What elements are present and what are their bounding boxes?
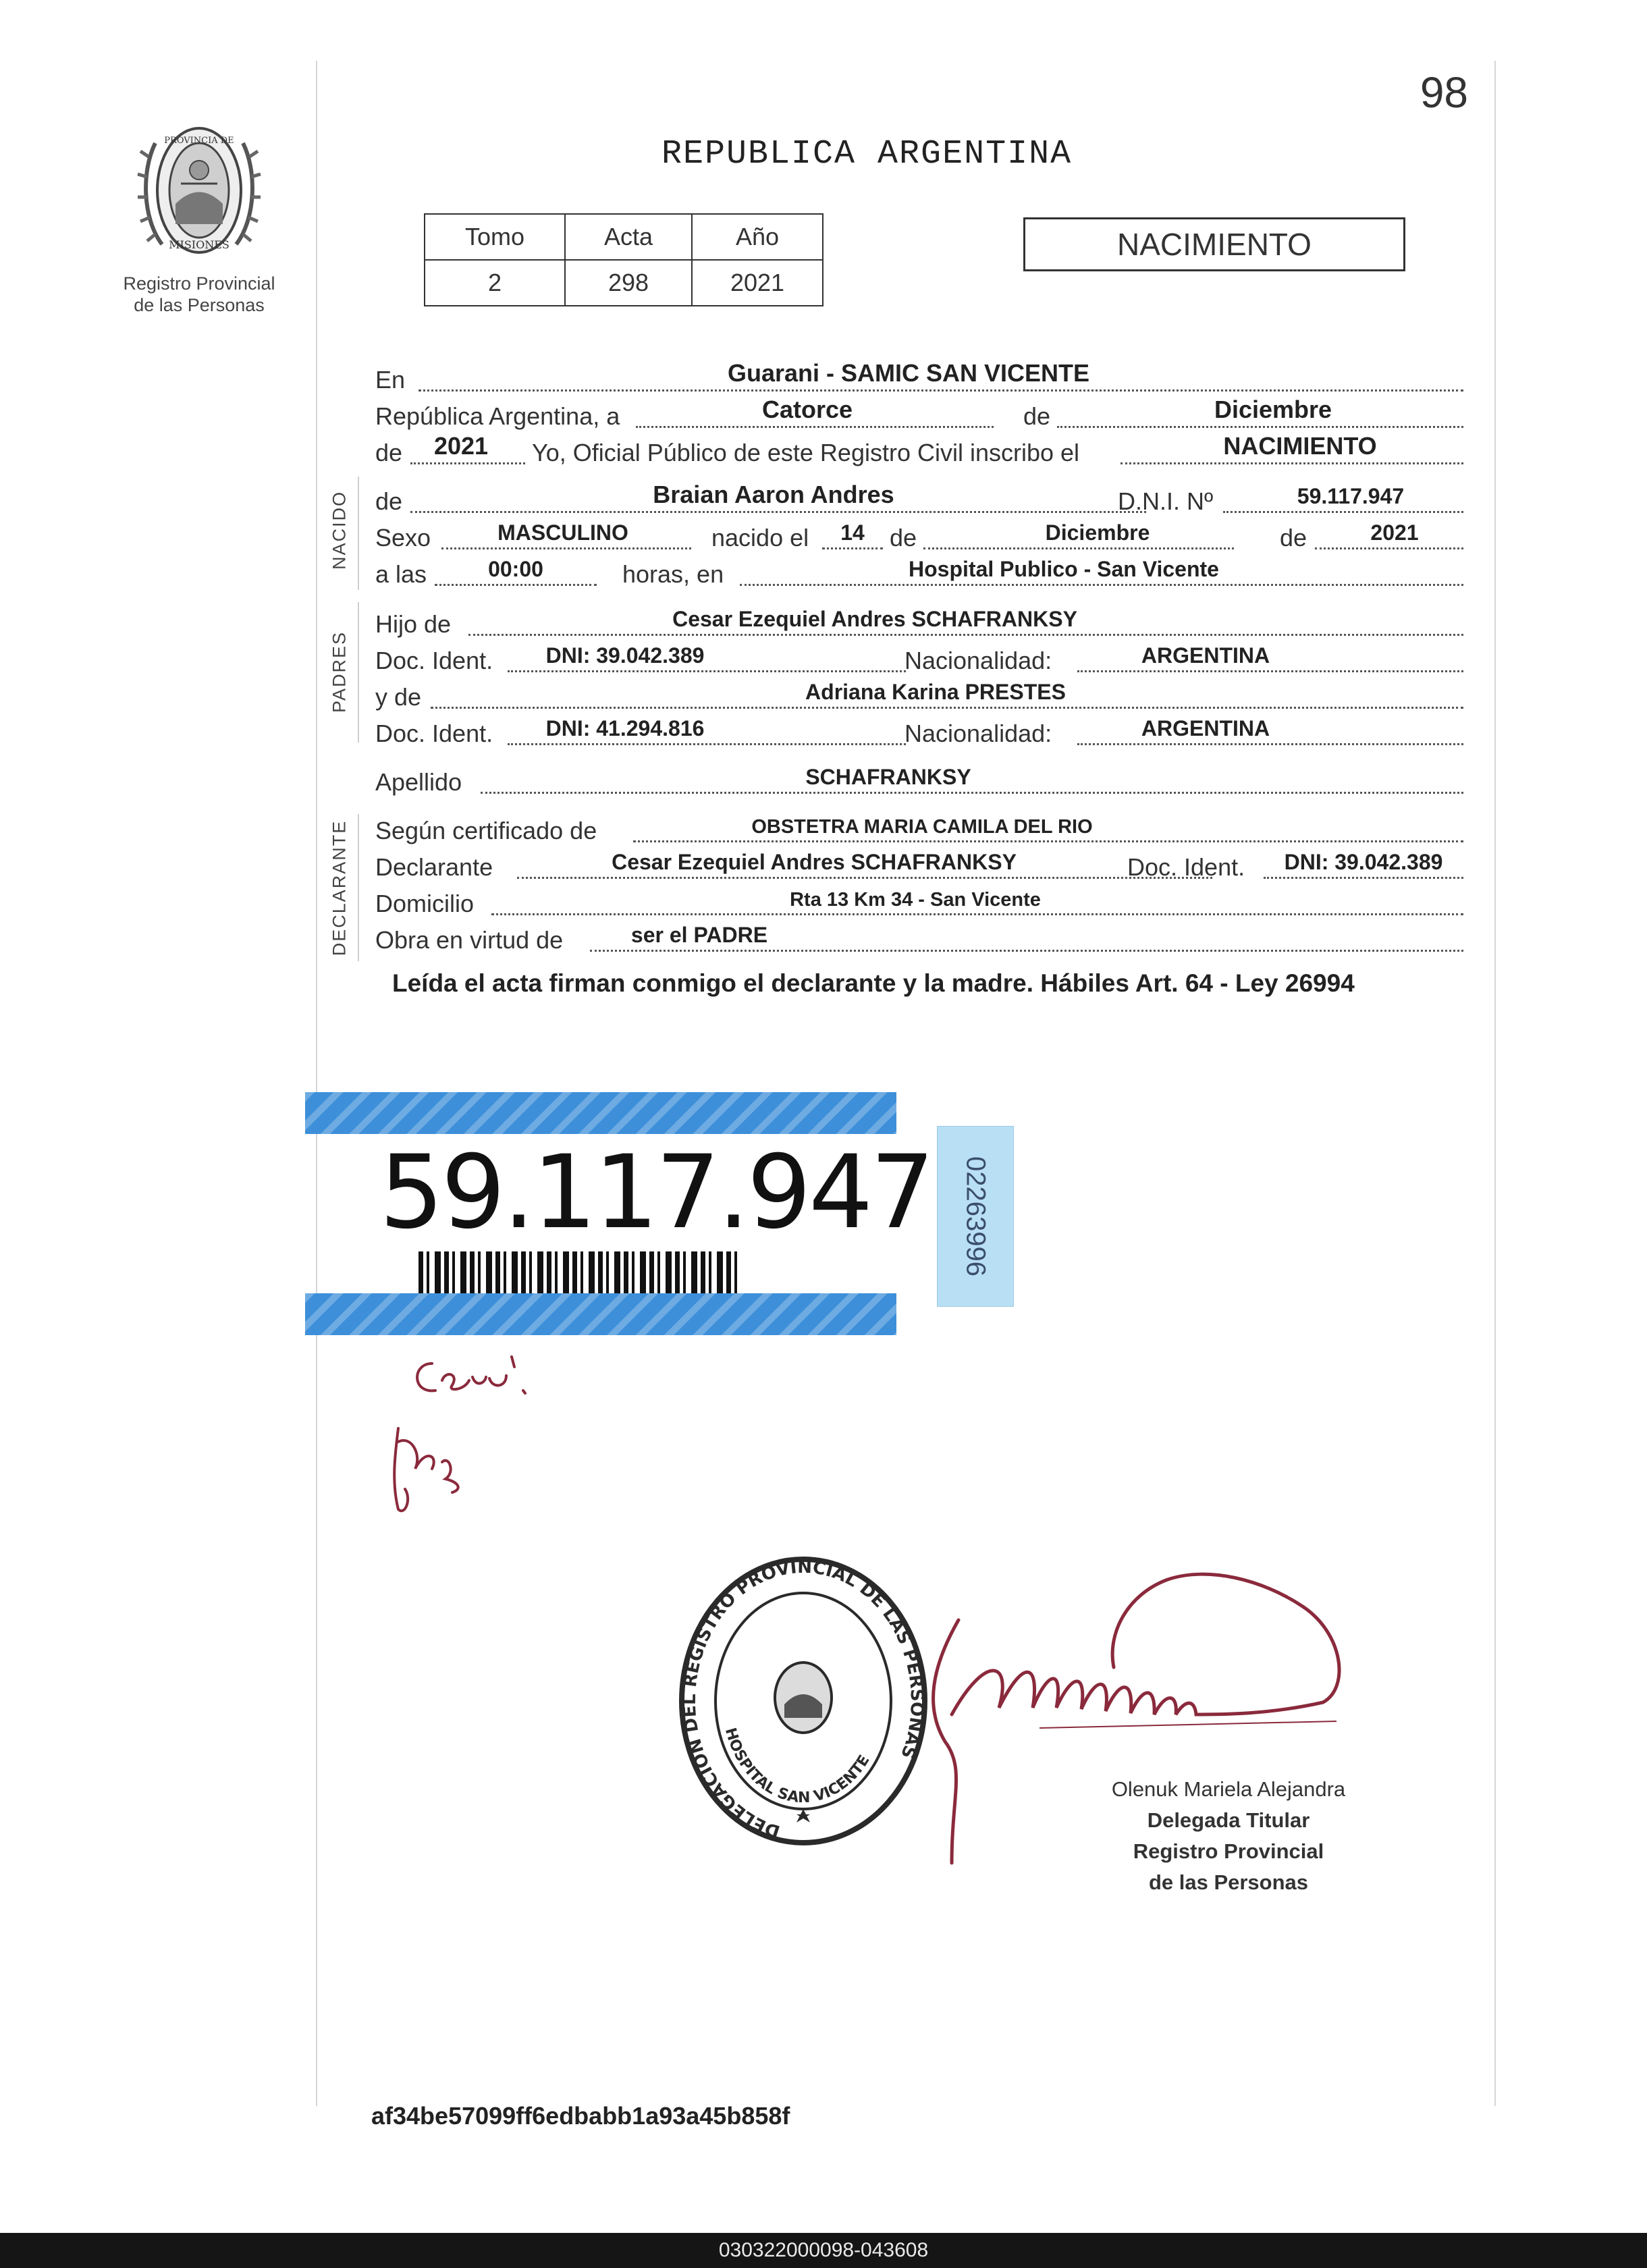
id-sticker-top-band: [305, 1092, 896, 1134]
madre-doc-value: DNI: 41.294.816: [545, 716, 705, 740]
certificado-label: Según certificado de: [375, 817, 597, 844]
de-label-2: de: [375, 439, 403, 466]
closing-text: Leída el acta firman conmigo el declarante y la madre. Hábiles Art. 64 - Ley 26994: [392, 969, 1355, 997]
nacido-nombre-value: Braian Aaron Andres: [653, 481, 894, 508]
right-margin-line: [1494, 61, 1496, 2106]
lugar-value: Guarani - SAMIC SAN VICENTE: [727, 359, 1090, 387]
declarante-label: Declarante: [375, 853, 493, 881]
dia-texto-value: Catorce: [761, 396, 853, 423]
padre-doc-value: DNI: 39.042.389: [545, 643, 705, 668]
row-obra: [375, 922, 1463, 957]
de-label-4: de: [890, 524, 917, 551]
madre-nacionalidad-value: ARGENTINA: [1141, 716, 1270, 740]
serial-number: 02263996: [961, 1156, 991, 1276]
horas-en-label: horas, en: [622, 560, 724, 588]
value-anio: 2021: [692, 260, 823, 306]
official-org-line2: de las Personas: [1148, 1870, 1309, 1894]
svg-text:PROVINCIA DE: PROVINCIA DE: [164, 136, 234, 146]
nacido-section-label: NACIDO: [329, 491, 350, 570]
row-apellido: [375, 764, 1463, 799]
nacido-section-line: [358, 477, 359, 590]
declarante-doc-value: DNI: 39.042.389: [1284, 850, 1443, 874]
logo-caption: [101, 273, 297, 316]
padre-doc-label: Doc. Ident.: [375, 647, 493, 674]
declarante-section-label: DECLARANTE: [329, 819, 350, 956]
sexo-value: MASCULINO: [497, 520, 628, 545]
official-name-block: [1060, 1774, 1397, 1898]
de-label-1: de: [1023, 402, 1051, 430]
barcode: [418, 1251, 742, 1299]
madre-doc-label: Doc. Ident.: [375, 720, 493, 747]
padres-section-line: [358, 602, 359, 742]
record-table: [424, 213, 824, 306]
row-hora: [375, 556, 1463, 591]
nacido-anio-value: 2021: [1370, 520, 1419, 545]
declarante-nombre-value: Cesar Ezequiel Andres SCHAFRANKSY: [612, 850, 1017, 874]
logo-caption-line1: Registro Provincial: [123, 273, 275, 294]
row-lugar: [375, 359, 1463, 397]
handwritten-signature-declarante: [405, 1343, 554, 1404]
row-fecha: [375, 398, 1463, 433]
record-type-box: NACIMIENTO: [1023, 217, 1405, 271]
header-anio: Año: [692, 214, 823, 260]
id-sticker-bottom-band: [305, 1293, 896, 1335]
lugar-label: En: [375, 366, 406, 394]
left-margin-line: [316, 61, 317, 2106]
svg-text:DELEGACION DEL REGISTRO PROVIN: DELEGACION DEL REGISTRO PROVINCIAL DE LAS PERSONAS: [679, 1557, 927, 1842]
value-tomo: 2: [425, 260, 565, 306]
hijo-de-label: Hijo de: [375, 610, 452, 638]
padre-nombre-value: Cesar Ezequiel Andres SCHAFRANKSY: [672, 607, 1077, 631]
republica-label: República Argentina, a: [375, 402, 620, 430]
nacido-dia-value: 14: [840, 520, 865, 545]
header-tomo: Tomo: [425, 214, 565, 260]
declarante-section-line: [358, 814, 359, 961]
row-oficial: [375, 432, 1463, 470]
apellido-label: Apellido: [375, 768, 462, 796]
row-madre: [375, 679, 1463, 714]
official-org-line1: Registro Provincial: [1133, 1839, 1324, 1863]
nacido-mes-value: Diciembre: [1045, 520, 1150, 545]
padre-nacionalidad-value: ARGENTINA: [1141, 643, 1270, 668]
padres-section-label: PADRES: [329, 630, 350, 713]
official-stamp: [668, 1552, 938, 1863]
madre-nombre-value: Adriana Karina PRESTES: [805, 680, 1066, 704]
row-sexo: [375, 520, 1463, 555]
svg-text:HOSPITAL SAN VICENTE: HOSPITAL SAN VICENTE: [721, 1725, 873, 1807]
sexo-label: Sexo: [375, 524, 431, 551]
nacido-el-label: nacido el: [711, 524, 809, 551]
a-las-label: a las: [375, 560, 427, 588]
value-acta: 298: [565, 260, 692, 306]
row-certificado: [375, 813, 1463, 848]
nacido-dni-value: 59.117.947: [1297, 484, 1405, 508]
document-title: REPUBLICA ARGENTINA: [662, 135, 1073, 173]
de-label-3: de: [375, 487, 403, 515]
province-seal-logo: [128, 116, 270, 270]
hora-value: 00:00: [488, 557, 543, 581]
footer-bar: [0, 2233, 1647, 2268]
id-sticker-number: 59.117.947: [379, 1134, 932, 1251]
tipo-value: NACIMIENTO: [1223, 432, 1377, 460]
y-de-label: y de: [375, 683, 422, 711]
row-padre: [375, 606, 1463, 641]
id-number-sticker: [305, 1092, 932, 1335]
row-padre-doc: [375, 643, 1463, 678]
nacido-lugar-value: Hospital Publico - San Vicente: [909, 557, 1219, 581]
obra-label: Obra en virtud de: [375, 926, 564, 954]
row-declarante: [375, 849, 1463, 884]
header-acta: Acta: [565, 214, 692, 260]
anio-value: 2021: [433, 432, 489, 460]
official-role: Delegada Titular: [1147, 1808, 1310, 1832]
domicilio-label: Domicilio: [375, 890, 475, 917]
oficial-label: Yo, Oficial Público de este Registro Civil inscribo el: [532, 439, 1080, 466]
row-madre-doc: [375, 716, 1463, 751]
serial-sticker: [937, 1126, 1014, 1307]
row-domicilio: [375, 886, 1463, 921]
footer-code: 030322000098-043608: [718, 2239, 929, 2261]
page-number: 98: [1420, 68, 1468, 117]
padre-nacionalidad-label: Nacionalidad:: [905, 647, 1052, 674]
apellido-value: SCHAFRANKSY: [805, 765, 971, 789]
certificado-value: OBSTETRA MARIA CAMILA DEL RIO: [751, 816, 1093, 838]
logo-caption-line2: de las Personas: [134, 295, 265, 315]
madre-nacionalidad-label: Nacionalidad:: [905, 720, 1052, 747]
handwritten-signature-madre: [385, 1415, 486, 1516]
declarante-doc-label: Doc. Ident.: [1127, 853, 1245, 881]
svg-text:MISIONES: MISIONES: [169, 238, 230, 251]
obra-value: ser el PADRE: [630, 923, 768, 947]
row-nombre-nacido: [375, 483, 1463, 518]
official-name: Olenuk Mariela Alejandra: [1111, 1777, 1346, 1801]
dni-label: D.N.I. Nº: [1118, 487, 1214, 515]
domicilio-value: Rta 13 Km 34 - San Vicente: [790, 889, 1041, 911]
de-label-5: de: [1280, 524, 1307, 551]
document-hash: af34be57099ff6edbabb1a93a45b858f: [371, 2102, 790, 2130]
mes-value: Diciembre: [1214, 396, 1332, 423]
